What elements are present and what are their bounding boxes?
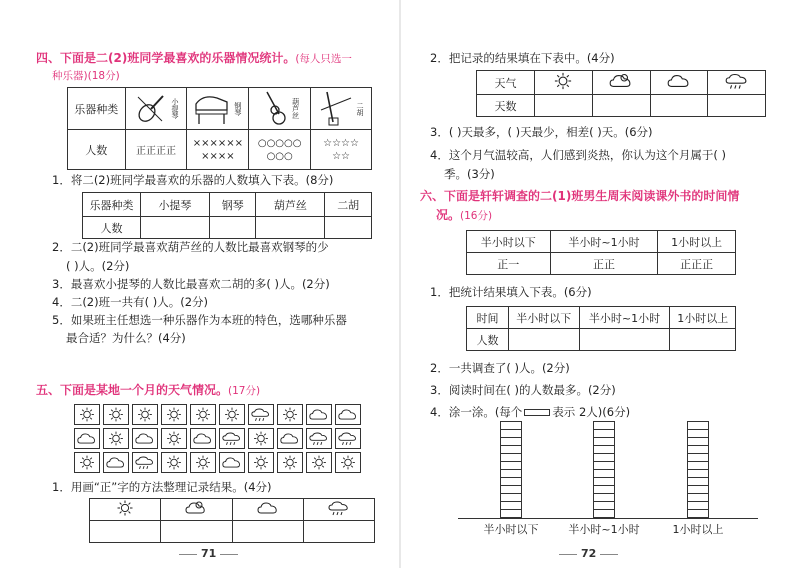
sun-icon (163, 430, 185, 447)
weather-calendar (74, 404, 361, 473)
weather-day-cell (190, 428, 216, 449)
instrument-cell: 钢琴 (187, 88, 249, 130)
answer-cell[interactable] (141, 217, 210, 239)
question-5-2: 2．把记录的结果填在下表中。(4分) (430, 51, 615, 65)
tally-cell: ×××××××××× (187, 130, 249, 170)
rain-icon (250, 406, 272, 423)
weather-day-cell (161, 428, 187, 449)
unit-cell-icon (524, 409, 550, 416)
cloud-icon (256, 499, 280, 517)
table-header: 半小时以下 (509, 307, 580, 329)
bar-category-label: 半小时~1小时 (568, 523, 640, 536)
book-spine (399, 0, 401, 568)
answer-cell[interactable] (592, 95, 650, 117)
question-4-3: 3．最喜欢小提琴的人数比最喜欢二胡的多( )人。(2分) (52, 277, 330, 291)
reading-survey-table (466, 230, 736, 275)
section4-title: 四、下面是二(2)班同学最喜欢的乐器情况统计。(每人只选一 (36, 51, 352, 65)
section5-title: 五、下面是某地一个月的天气情况。(17分) (36, 383, 261, 397)
cloud-icon (666, 71, 692, 91)
sun-icon (279, 454, 301, 471)
weather-day-cell (306, 404, 332, 425)
instrument-cell: 二胡 (311, 88, 372, 130)
table-header: 乐器种类 (68, 88, 126, 130)
question-4-5: 5．如果班主任想选一种乐器作为本班的特色，选哪种乐器 (52, 313, 347, 327)
answer-cell[interactable] (325, 217, 372, 239)
weather-day-cell (190, 452, 216, 473)
weather-day-cell (277, 404, 303, 425)
instrument-cell: 葫芦丝 (249, 88, 311, 130)
weather-type-cell (90, 499, 161, 521)
answer-cell[interactable] (303, 521, 374, 543)
weather-day-cell (132, 452, 158, 473)
sun-icon (163, 454, 185, 471)
table-header: 人数 (83, 217, 141, 239)
piano-icon (193, 92, 231, 126)
cloud-icon (308, 406, 330, 423)
question-4-2: 2．二(2)班同学最喜欢葫芦丝的人数比最喜欢钢琴的少 (52, 240, 329, 254)
table-header: 乐器种类 (83, 193, 141, 217)
section6-title: 六、下面是轩轩调查的二(1)班男生周末阅读课外书的时间情 (420, 189, 740, 203)
question-5-4-line2: 季。(3分) (444, 167, 495, 181)
question-5-1: 1．用画“正”字的方法整理记录结果。(4分) (52, 480, 272, 494)
tally-cell: ○○○○○○○○ (249, 130, 311, 170)
violin-icon (132, 91, 168, 127)
weather-day-cell (335, 428, 361, 449)
weather-day-cell (219, 428, 245, 449)
table-header: 小提琴 (141, 193, 210, 217)
sun-icon (192, 454, 214, 471)
weather-day-cell (190, 404, 216, 425)
answer-cell[interactable] (232, 521, 303, 543)
weather-day-cell (161, 452, 187, 473)
weather-tally-table (89, 498, 375, 543)
table-header: 葫芦丝 (256, 193, 325, 217)
weather-day-cell (277, 452, 303, 473)
instrument-cell: 小提琴 (125, 88, 187, 130)
table-header: 钢琴 (209, 193, 256, 217)
weather-day-cell (103, 428, 129, 449)
chart-baseline (458, 518, 758, 519)
table-header: 天气 (477, 71, 535, 95)
sun-icon (250, 454, 272, 471)
sun-icon (76, 406, 98, 423)
rain-icon (308, 430, 330, 447)
sun-icon (337, 454, 359, 471)
weather-day-cell (74, 452, 100, 473)
section6-title-line2: 况。(16分) (436, 208, 493, 222)
bar-column[interactable] (687, 421, 709, 518)
rain-icon (221, 430, 243, 447)
rain-icon (327, 499, 351, 517)
answer-cell[interactable] (670, 329, 736, 351)
weather-day-cell (306, 428, 332, 449)
answer-cell[interactable] (650, 95, 708, 117)
instrument-fill-table (82, 192, 372, 239)
question-6-1: 1．把统计结果填入下表。(6分) (430, 285, 592, 299)
weather-type-cell (535, 71, 593, 95)
weather-day-cell (161, 404, 187, 425)
reading-fill-table (466, 306, 736, 351)
page-number-71: 71 (175, 547, 242, 560)
weather-days-table (476, 70, 766, 117)
weather-day-cell (103, 452, 129, 473)
table-header: 人数 (68, 130, 126, 170)
sun-icon (134, 406, 156, 423)
instrument-tally-table (67, 87, 372, 170)
sun-icon (550, 71, 576, 91)
weather-day-cell (74, 404, 100, 425)
weather-type-cell (592, 71, 650, 95)
weather-day-cell (219, 404, 245, 425)
question-4-1: 1．将二(2)班同学最喜欢的乐器的人数填入下表。(8分) (52, 173, 334, 187)
weather-day-cell (335, 404, 361, 425)
cloud-icon (192, 430, 214, 447)
table-header: 时间 (467, 307, 509, 329)
weather-day-cell (248, 404, 274, 425)
question-6-3: 3．阅读时间在( )的人数最多。(2分) (430, 383, 616, 397)
weather-day-cell (132, 428, 158, 449)
rain-icon (337, 430, 359, 447)
answer-cell[interactable] (90, 521, 161, 543)
cloud-icon (221, 454, 243, 471)
answer-cell[interactable] (708, 95, 766, 117)
answer-cell[interactable] (535, 95, 593, 117)
question-4-5-line2: 最合适？为什么？(4分) (66, 331, 186, 345)
cloud-icon (134, 430, 156, 447)
sun-icon (308, 454, 330, 471)
section4-title-line2: 种乐器)(18分) (52, 70, 120, 82)
rain-icon (724, 71, 750, 91)
answer-cell[interactable] (509, 329, 580, 351)
question-6-2: 2．一共调查了( )人。(2分) (430, 361, 570, 375)
question-4-4: 4．二(2)班一共有( )人。(2分) (52, 295, 209, 309)
partly-cloudy-icon (608, 71, 634, 91)
table-header: 人数 (467, 329, 509, 351)
table-header: 半小时~1小时 (579, 307, 670, 329)
cloud-icon (76, 430, 98, 447)
sun-icon (250, 430, 272, 447)
sun-icon (76, 454, 98, 471)
question-6-4: 4．涂一涂。(每个 表示 2人)(6分) (430, 405, 631, 419)
erhu-icon (317, 90, 353, 128)
table-header: 天数 (477, 95, 535, 117)
answer-cell[interactable] (209, 217, 256, 239)
sun-icon (105, 430, 127, 447)
page-number-72: 72 (555, 547, 622, 560)
weather-type-cell (232, 499, 303, 521)
weather-type-cell (708, 71, 766, 95)
answer-cell[interactable] (579, 329, 670, 351)
weather-day-cell (74, 428, 100, 449)
table-header: 半小时~1小时 (550, 231, 658, 253)
table-header: 1小时以上 (658, 231, 736, 253)
sun-icon (279, 406, 301, 423)
table-header: 二胡 (325, 193, 372, 217)
question-5-4: 4．这个月气温较高，人们感到炎热，你认为这个月属于( ) (430, 148, 726, 162)
sun-icon (163, 406, 185, 423)
weather-day-cell (248, 452, 274, 473)
cloud-icon (279, 430, 301, 447)
rain-icon (134, 454, 156, 471)
tally-cell: 正正 (550, 253, 658, 275)
sun-icon (192, 406, 214, 423)
weather-type-cell (650, 71, 708, 95)
weather-type-cell (161, 499, 232, 521)
bar-column[interactable] (593, 421, 615, 518)
answer-cell[interactable] (256, 217, 325, 239)
sun-icon (105, 406, 127, 423)
hulusi-icon (259, 90, 289, 128)
bar-category-label: 半小时以下 (483, 523, 539, 536)
weather-day-cell (277, 428, 303, 449)
cloud-icon (337, 406, 359, 423)
weather-type-cell (303, 499, 374, 521)
tally-cell: 正正正 (658, 253, 736, 275)
partly-cloudy-icon (184, 499, 208, 517)
weather-day-cell (248, 428, 274, 449)
table-header: 1小时以上 (670, 307, 736, 329)
tally-cell: 正正正正 (125, 130, 187, 170)
sun-icon (221, 406, 243, 423)
bar-category-label: 1小时以上 (672, 523, 724, 536)
weather-day-cell (103, 404, 129, 425)
weather-day-cell (306, 452, 332, 473)
bar-column[interactable] (500, 421, 522, 518)
table-header: 半小时以下 (467, 231, 551, 253)
weather-day-cell (219, 452, 245, 473)
weather-day-cell (335, 452, 361, 473)
question-5-3: 3．( )天最多，( )天最少，相差( )天。(6分) (430, 125, 653, 139)
tally-cell: 正一 (467, 253, 551, 275)
weather-day-cell (132, 404, 158, 425)
sun-icon (113, 499, 137, 517)
cloud-icon (105, 454, 127, 471)
question-4-2-line2: ( )人。(2分) (66, 259, 130, 273)
answer-cell[interactable] (161, 521, 232, 543)
tally-cell: ☆☆☆☆☆☆ (311, 130, 372, 170)
